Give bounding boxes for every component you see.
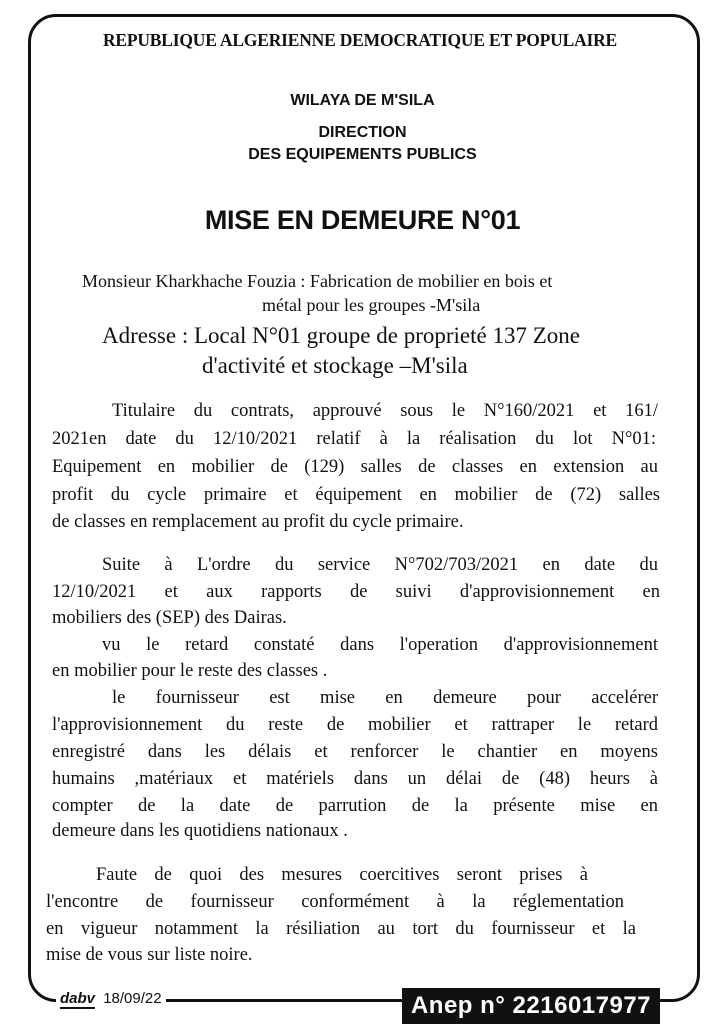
document-title: MISE EN DEMEURE N°01 <box>204 205 521 235</box>
footer-date-stamp <box>56 990 166 1009</box>
p1-line3: Equipement en mobilier de (129) salles de classes en extension au <box>52 457 658 477</box>
p3-line2: en mobilier pour le reste des classes . <box>52 661 328 681</box>
p2-line3: mobiliers des (SEP) des Dairas. <box>52 608 287 628</box>
recipient-line1: Monsieur Kharkhache Fouzia : Fabrication de mobilier en bois et <box>82 271 553 291</box>
p2-line1: Suite à L'ordre du service N°702/703/2021 en date du <box>102 555 658 575</box>
p5-line1: Faute de quoi des mesures coercitives seront prises à <box>96 865 588 885</box>
p1-line2: 2021en date du 12/10/2021 relatif à la réalisation du lot N°01: <box>52 429 656 449</box>
anep-number-badge: Anep n° 2216017977 <box>402 988 660 1024</box>
header-direction: DIRECTION <box>318 124 407 141</box>
p4-line5: compter de la date de parrution de la présente mise en <box>52 796 658 816</box>
header-wilaya: WILAYA DE M'SILA <box>290 92 435 109</box>
p3-line1: vu le retard constaté dans l'operation d'approvisionnement <box>102 635 658 655</box>
recipient-address2: d'activité et stockage –M'sila <box>202 353 468 378</box>
p5-line2: l'encontre de fournisseur conformément à la réglementation <box>46 892 624 912</box>
p4-line1: le fournisseur est mise en demeure pour accelérer <box>112 688 658 708</box>
p5-line4: mise de vous sur liste noire. <box>46 945 253 965</box>
p4-line2: l'approvisionnement du reste de mobilier et rattraper le retard <box>52 715 658 735</box>
recipient-address1: Adresse : Local N°01 groupe de proprieté 137 Zone <box>102 323 580 348</box>
p5-line3: en vigueur notamment la résiliation au tort du fournisseur et la <box>46 919 636 939</box>
agency-logo: dabv <box>60 990 96 1007</box>
header-republic: REPUBLIQUE ALGERIENNE DEMOCRATIQUE ET POPULAIRE <box>70 30 650 51</box>
recipient-line2: métal pour les groupes -M'sila <box>262 295 481 315</box>
p4-line3: enregistré dans les délais et renforcer le chantier en moyens <box>52 742 658 762</box>
p1-line4: profit du cycle primaire et équipement en mobilier de (72) salles <box>52 485 660 505</box>
publication-date: 18/09/22 <box>103 990 162 1007</box>
header-department: DES EQUIPEMENTS PUBLICS <box>248 146 477 163</box>
p2-line2: 12/10/2021 et aux rapports de suivi d'approvisionnement en <box>52 582 660 602</box>
p4-line6: demeure dans les quotidiens nationaux . <box>52 821 348 841</box>
p1-line5: de classes en remplacement au profit du cycle primaire. <box>52 512 464 532</box>
p1-line1: Titulaire du contrats, approuvé sous le N°160/2021 et 161/ <box>112 401 658 421</box>
p4-line4: humains ,matériaux et matériels dans un délai de (48) heurs à <box>52 769 658 789</box>
